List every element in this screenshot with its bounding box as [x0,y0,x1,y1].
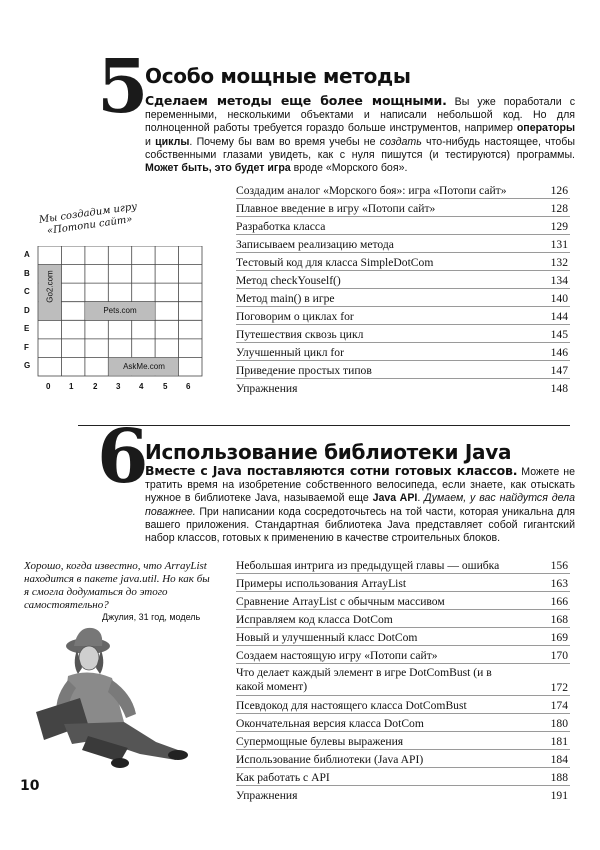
row-label: B [24,269,30,278]
toc-entry[interactable] [236,555,570,574]
toc-entry-title: Метод main() в игре [236,292,335,305]
chapter5-number: 5 [97,44,149,130]
chapter6-number: 6 [97,414,149,500]
toc-entry-page: 126 [550,184,568,197]
toc-entry-page: 191 [550,789,568,802]
toc-entry-title: Плавное введение в игру «Потопи сайт» [236,202,436,215]
toc-entry[interactable] [236,360,570,379]
col-label: 0 [46,382,51,391]
toc-entry-title: Небольшая интрига из предыдущей главы — ошибка [236,559,500,572]
toc-entry[interactable] [236,627,570,646]
toc-entry-title: Супермощные булевы выражения [236,735,404,748]
ship-label-pets: Pets.com [103,306,137,315]
toc-entry[interactable] [236,695,570,714]
col-label: 1 [69,382,74,391]
toc-entry[interactable] [236,713,570,732]
toc-entry-title: Упражнения [236,382,298,395]
toc-entry-page: 148 [550,382,568,395]
row-label: D [24,306,30,315]
toc-entry-page: 170 [550,649,568,662]
toc-entry-title: Исправляем код класса DotCom [236,613,393,626]
toc-entry-title: Метод checkYouself() [236,274,341,287]
toc-entry-page: 156 [550,559,568,572]
toc-entry-page: 145 [550,328,568,341]
chapter6-title: Использование библиотеки Java [145,440,512,464]
chapter5-toc [236,180,570,400]
toc-entry-title: Поговорим о циклах for [236,310,354,323]
toc-entry-title: Новый и улучшенный класс DotCom [236,631,418,644]
toc-entry-title: Путешествия сквозь цикл [236,328,364,341]
section-divider [78,425,570,426]
toc-entry[interactable] [236,252,570,271]
toc-entry[interactable] [236,731,570,750]
toc-entry[interactable] [236,663,570,696]
handwritten-note: Мы создадим игру «Потопи сайт» [38,201,138,237]
toc-entry-page: 168 [550,613,568,626]
toc-entry[interactable] [236,216,570,235]
toc-entry-page: 181 [550,735,568,748]
row-label: A [24,250,30,259]
chapter5-intro: Сделаем методы еще более мощными. Вы уже поработали с переменными, несколькими объектами и написали небольшой код. Но для полноценной работы требуется гораздо больше инструментов, например операторы и циклы. Почему бы вам во время учебы не создать что-нибудь настоящее, чтобы собственными глазами увидеть, как с нуля пишутся (и тестируются) программы. Может быть, это будет игра вроде «Морского боя». [145,93,575,175]
toc-entry-title: Разработка класса [236,220,326,233]
toc-entry-page: 163 [550,577,568,590]
toc-entry-page: 188 [550,771,568,784]
toc-entry-page: 180 [550,717,568,730]
toc-entry-page: 132 [550,256,568,269]
chapter6-intro: Вместе с Java поставляются сотни готовых классов. Можете не тратить время на изобретение собственного велосипеда, если знаете, как отыскать нужное в библиотеке Java, называемой еще Java API. Думаем, у вас найдутся дела поважнее. При написании кода сосредоточьтесь на той части, которая уникальна для вашего приложения. Стандартная библиотека Java представляет собой гигантский набор классов, готовых к применению в качестве строительных блоков. [145,463,576,545]
toc-entry[interactable] [236,234,570,253]
toc-entry[interactable] [236,288,570,307]
col-label: 5 [163,382,168,391]
toc-entry-title: Улучшенный цикл for [236,346,344,359]
toc-entry-title: Тестовый код для класса SimpleDotCom [236,256,434,269]
toc-entry[interactable] [236,785,570,803]
toc-entry[interactable] [236,591,570,610]
page-number: 10 [20,778,40,794]
toc-entry[interactable] [236,198,570,217]
game-grid [22,246,212,406]
woman-illustration [28,624,203,774]
toc-entry-page: 184 [550,753,568,766]
toc-entry-page: 166 [550,595,568,608]
toc-entry[interactable] [236,378,570,396]
toc-entry-title: Приведение простых типов [236,364,372,377]
toc-entry-page: 129 [550,220,568,233]
toc-entry-title: Окончательная версия класса DotCom [236,717,424,730]
toc-entry-title: Как работать с API [236,771,330,784]
toc-entry-title: Создадим аналог «Морского боя»: игра «Потопи сайт» [236,184,507,197]
col-label: 4 [139,382,144,391]
toc-entry[interactable] [236,609,570,628]
toc-entry[interactable] [236,573,570,592]
toc-entry-title: Сравнение ArrayList с обычным массивом [236,595,445,608]
toc-entry[interactable] [236,645,570,664]
toc-entry-title: Упражнения [236,789,298,802]
toc-entry-page: 140 [550,292,568,305]
col-label: 3 [116,382,121,391]
toc-entry-page: 169 [550,631,568,644]
toc-entry-page: 147 [550,364,568,377]
toc-entry[interactable] [236,749,570,768]
toc-entry-title: Записываем реализацию метода [236,238,394,251]
toc-entry[interactable] [236,180,570,199]
col-label: 6 [186,382,191,391]
row-label: F [24,343,29,352]
toc-entry[interactable] [236,342,570,361]
toc-entry[interactable] [236,767,570,786]
chapter6-lead: Вместе с Java поставляются сотни готовых классов. [145,463,518,478]
toc-entry-page: 131 [550,238,568,251]
toc-entry-page: 134 [550,274,568,287]
row-label: G [24,361,31,370]
woman-figure-svg [28,624,203,774]
row-label: C [24,287,30,296]
toc-entry-page: 172 [550,681,568,694]
toc-entry-title: Использование библиотеки (Java API) [236,753,424,766]
col-label: 2 [93,382,98,391]
quote-caption: Джулия, 31 год, модель [102,612,201,622]
chapter5-title: Особо мощные методы [145,64,411,88]
toc-entry-page: 174 [550,699,568,712]
toc-entry-title: Псевдокод для настоящего класса DotComBust [236,699,467,712]
ship-label-askme: AskMe.com [123,362,165,371]
chapter6-toc [236,555,570,800]
row-label: E [24,324,30,333]
toc-entry[interactable] [236,306,570,325]
toc-entry[interactable] [236,324,570,343]
toc-entry[interactable] [236,270,570,289]
toc-entry-title: Создаем настоящую игру «Потопи сайт» [236,649,438,662]
toc-entry-page: 144 [550,310,568,323]
toc-entry-title: Что делает каждый элемент в игре DotComBust (и в какой момент) [236,666,492,693]
reader-quote: Хорошо, когда известно, что ArrayList находится в пакете java.util. Но как бы я смогла додуматься до этого самостоятельно? [24,560,210,611]
chapter5-lead: Сделаем методы еще более мощными. [145,93,447,108]
ship-label-go2: Go2.com [45,270,55,303]
toc-entry-page: 146 [550,346,568,359]
toc-entry-page: 128 [550,202,568,215]
toc-entry-title: Примеры использования ArrayList [236,577,407,590]
